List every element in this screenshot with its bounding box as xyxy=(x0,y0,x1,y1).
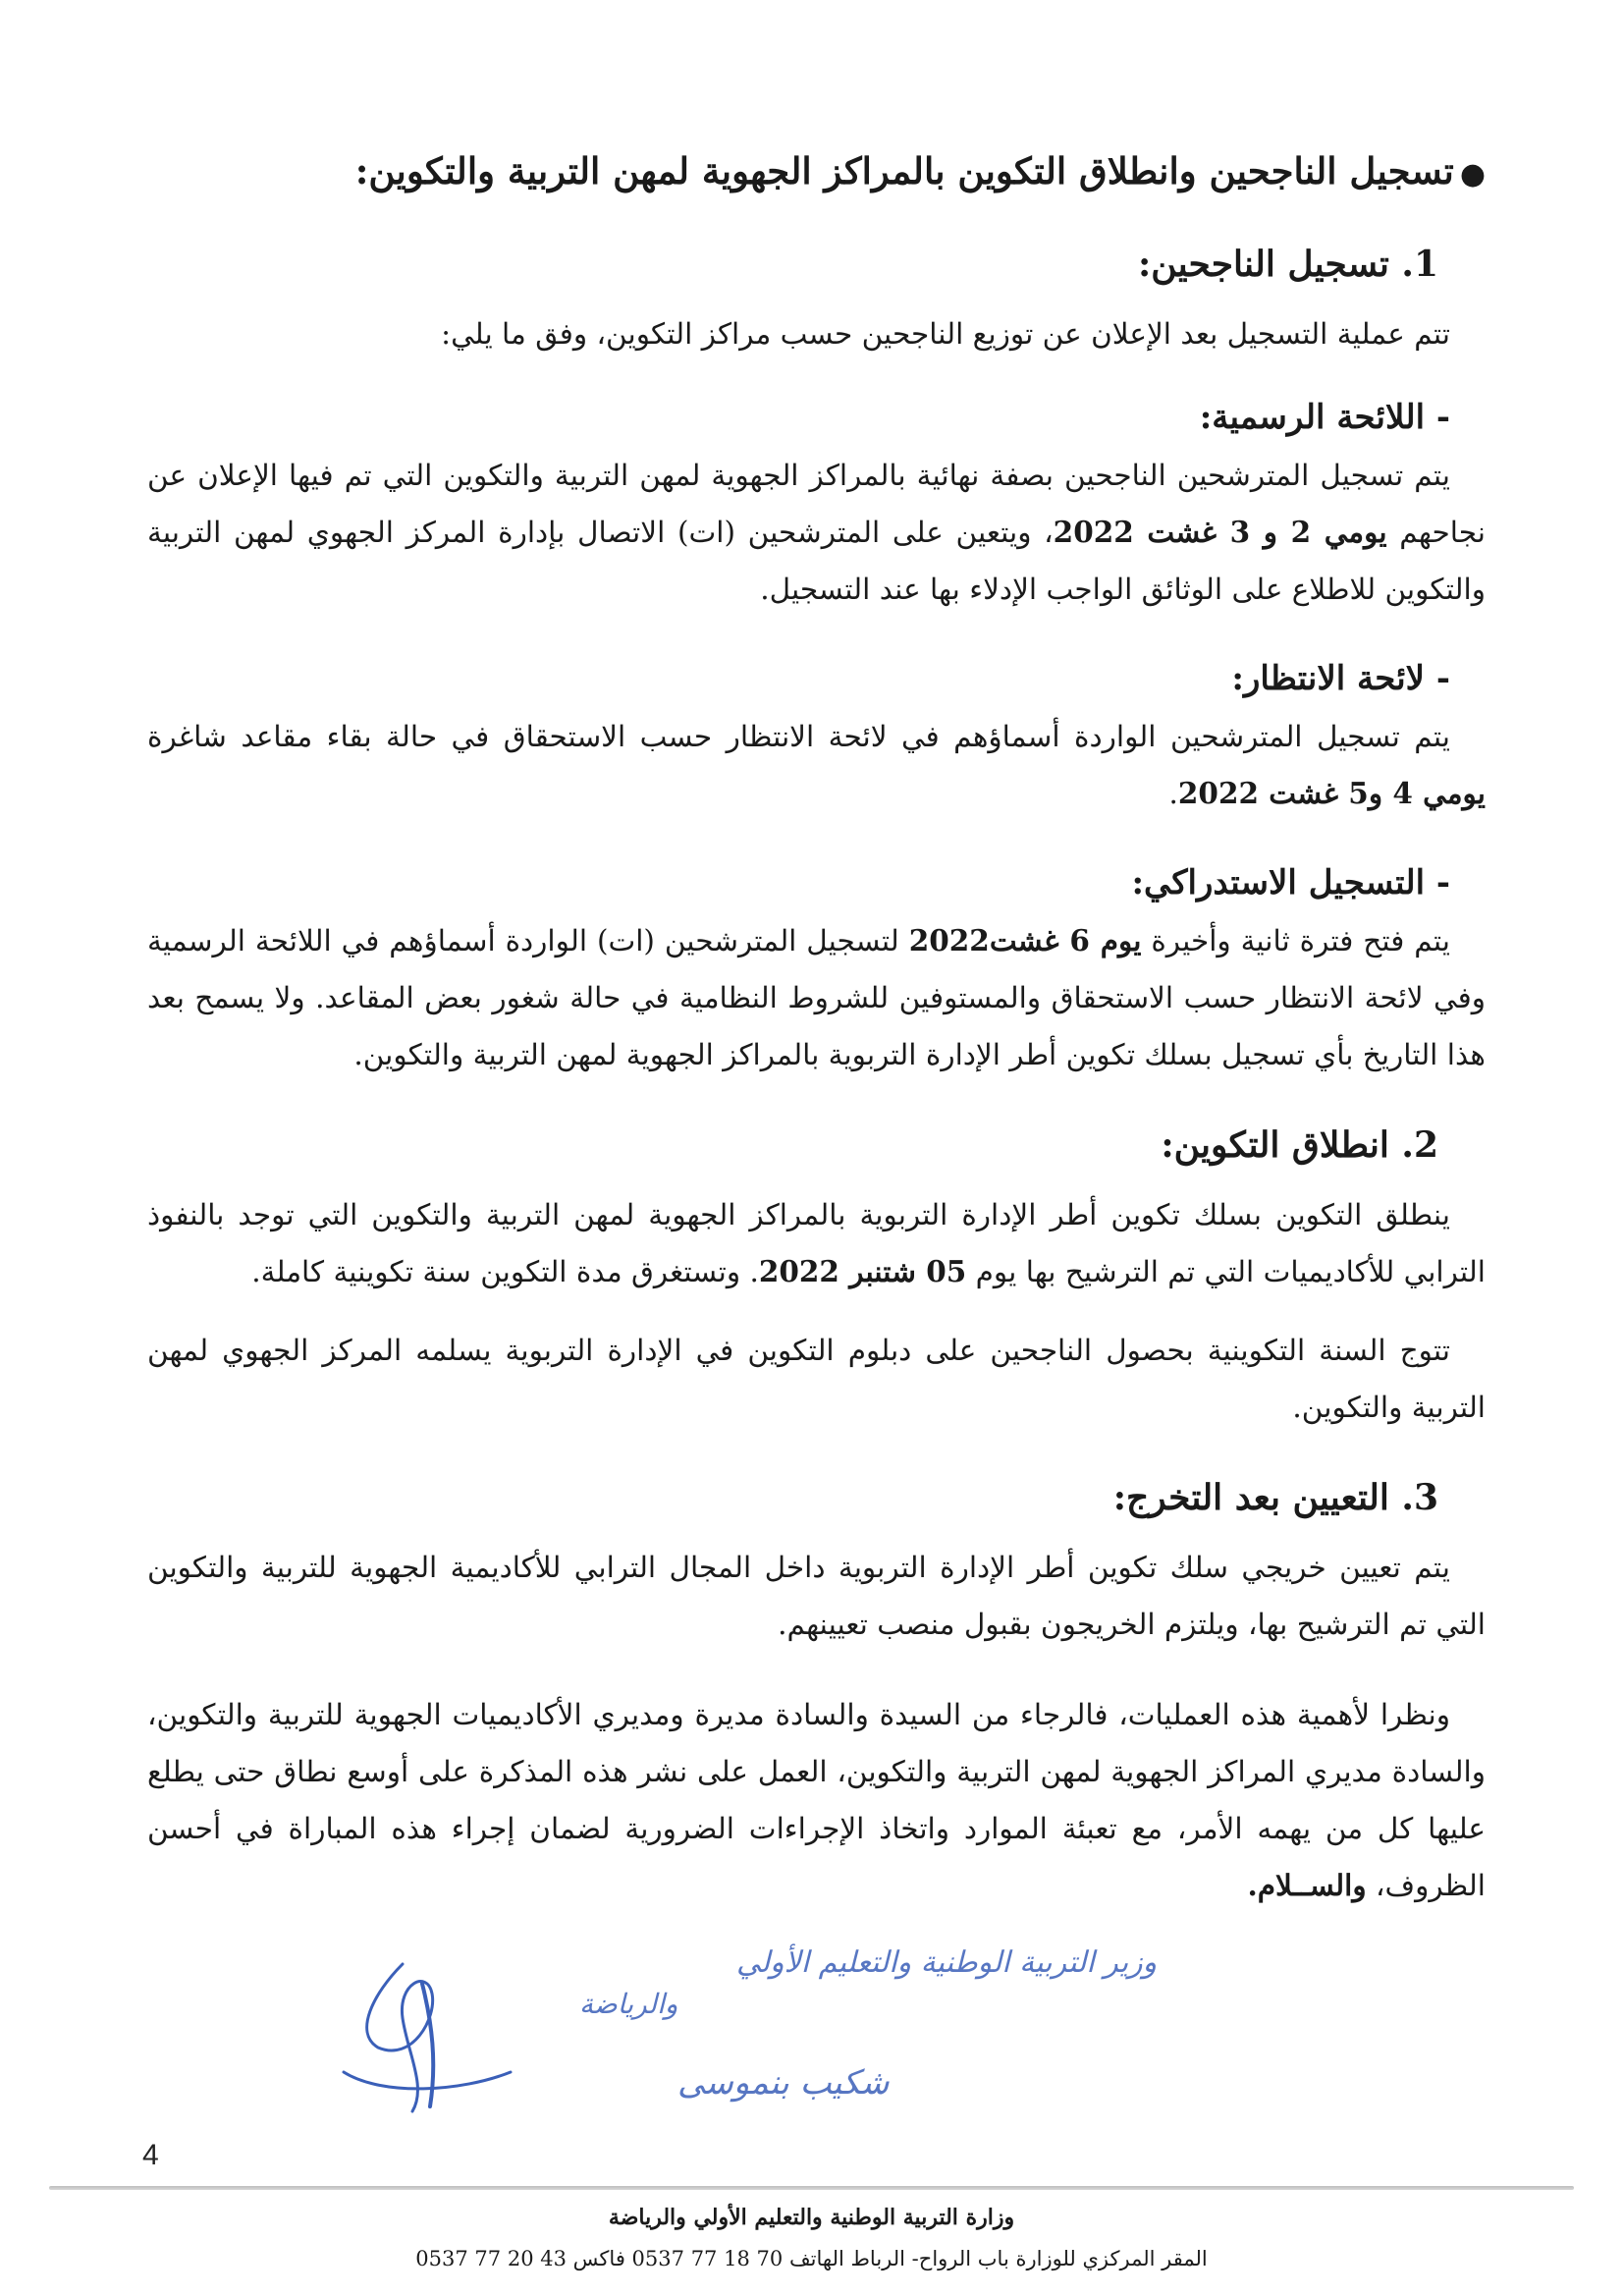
supplementary-paragraph: يتم فتح فترة ثانية وأخيرة يوم 6 غشت2022 لتسجيل المترشحين (ات) الواردة أسماؤهم في اللائحة الرسمية وفي لائحة الانتظار حسب الاستحقاق والمستوفين للشروط النظامية في حالة شغور بعض المقاعد. ولا يسمح بعد هذا التاريخ بأي تسجيل بسلك تكوين أطر الإدارة التربوية بالمراكز الجهوية لمهن التربية والتكوين. xyxy=(147,923,1486,1072)
salutation: والســلام. xyxy=(1247,1868,1367,1903)
svg-text:شكيب بنموسى: شكيب بنموسى xyxy=(677,2063,890,2103)
supplementary-heading: - التسجيل الاستدراكي: xyxy=(1131,863,1450,903)
section1-intro: تتم عملية التسجيل بعد الإعلان عن توزيع الناجحين حسب مراكز التكوين، وفق ما يلي: xyxy=(441,316,1450,351)
waiting-list-heading: - لائحة الانتظار: xyxy=(1231,659,1450,699)
footer-divider xyxy=(49,2186,1574,2190)
document-body xyxy=(147,147,1486,1914)
section2-paragraph2: تتوج السنة التكوينية بحصول الناجحين على دبلوم التكوين في الإدارة التربوية يسلمه المركز الجهوي لمهن التربية والتكوين. xyxy=(147,1334,1486,1425)
main-heading: ●تسجيل الناجحين وانطلاق التكوين بالمراكز الجهوية لمهن التربية والتكوين: xyxy=(354,149,1486,192)
footer-address: المقر المركزي للوزارة باب الرواح- الرباط الهاتف 70 18 77 0537 فاكس 43 20 77 0537 xyxy=(415,2246,1208,2270)
section3-paragraph: يتم تعيين خريجي سلك تكوين أطر الإدارة التربوية داخل المجال الترابي للأكاديمية الجهوية للتربية والتكوين التي تم الترشيح بها، ويلتزم الخريجون بقبول منصب تعيينهم. xyxy=(147,1551,1486,1642)
svg-text:والرياضة: والرياضة xyxy=(579,1988,678,2020)
section2-heading: 2. انطلاق التكوين: xyxy=(1161,1124,1438,1167)
closing-paragraph: ونظرا لأهمية هذه العمليات، فالرجاء من السيدة والسادة مديرة ومديري الأكاديميات الجهوية للتربية والتكوين، والسادة مديري المراكز الجهوية لمهن التربية والتكوين، العمل على نشر هذه المذكرة على أوسع نطاق حتى يطلع عليها كل من يهمه الأمر، مع تعبئة الموارد واتخاذ الإجراءات الضرورية لضمان إجراء هذه المباراة في أحسن الظروف، والســلام. xyxy=(147,1698,1486,1903)
minister-signature xyxy=(285,1925,1158,2121)
footer xyxy=(0,2204,1623,2272)
official-list-heading: - اللائحة الرسمية: xyxy=(1199,397,1450,437)
svg-text:وزير التربية الوطنية والتعليم: وزير التربية الوطنية والتعليم الأولي xyxy=(736,1945,1158,1980)
section2-paragraph1: ينطلق التكوين بسلك تكوين أطر الإدارة التربوية بالمراكز الجهوية لمهن التربية والتكوين التي توجد بالنفوذ الترابي للأكاديميات التي تم الترشيح بها يوم 05 شتنبر 2022. وتستغرق مدة التكوين سنة تكوينية كاملة. xyxy=(147,1198,1486,1289)
footer-ministry: وزارة التربية الوطنية والتعليم الأولي والرياضة xyxy=(608,2205,1015,2230)
bullet-icon: ● xyxy=(1459,157,1486,191)
waiting-list-paragraph: يتم تسجيل المترشحين الواردة أسماؤهم في لائحة الانتظار حسب الاستحقاق في حالة بقاء مقاعد شاغرة يومي 4 و5 غشت 2022. xyxy=(147,720,1486,811)
section1-heading: 1. تسجيل الناجحين: xyxy=(1137,244,1438,286)
section3-heading: 3. التعيين بعد التخرج: xyxy=(1112,1477,1438,1519)
page-number: 4 xyxy=(142,2139,159,2171)
official-list-paragraph: يتم تسجيل المترشحين الناجحين بصفة نهائية بالمراكز الجهوية لمهن التربية والتكوين التي تم فيها الإعلان عن نجاحهم يومي 2 و 3 غشت 2022، ويتعين على المترشحين (ات) الاتصال بإدارة المركز الجهوي لمهن التربية والتكوين للاطلاع على الوثائق الواجب الإدلاء بها عند التسجيل. xyxy=(147,459,1486,607)
